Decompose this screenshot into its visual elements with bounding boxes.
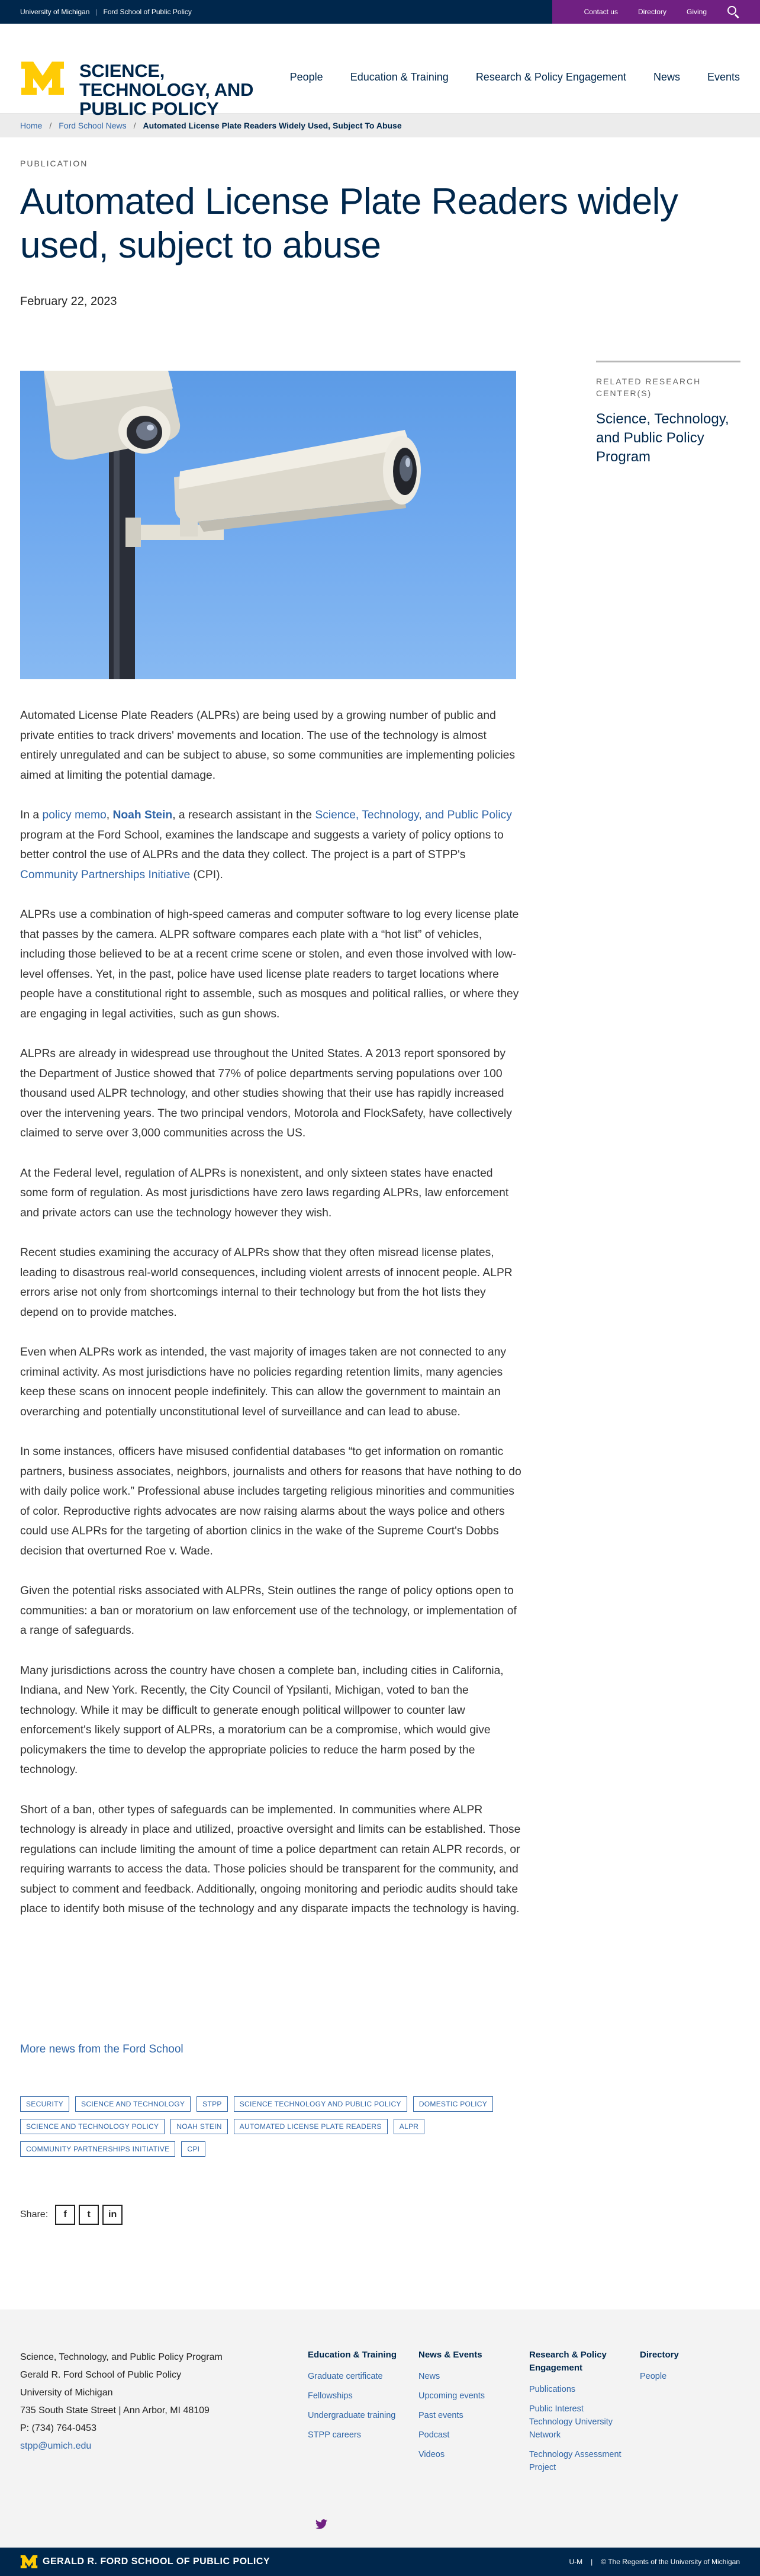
umich-link[interactable]: University of Michigan bbox=[20, 8, 90, 16]
footer-email-link[interactable]: stpp@umich.edu bbox=[20, 2441, 92, 2451]
breadcrumb-ford-school-news[interactable]: Ford School News bbox=[59, 121, 127, 130]
tag-alpr[interactable]: ALPR bbox=[394, 2119, 425, 2134]
twitter-bird-icon[interactable] bbox=[315, 2518, 328, 2531]
sidebar-label: RELATED RESEARCH CENTER(S) bbox=[596, 377, 701, 398]
article-kicker: PUBLICATION bbox=[20, 159, 88, 168]
utility-bar bbox=[0, 0, 760, 24]
footer-column-research bbox=[529, 2349, 624, 2481]
utility-right-links bbox=[552, 0, 760, 24]
related-program-link[interactable]: Science, Technology, and Public Policy Program bbox=[596, 411, 729, 465]
utility-left-links bbox=[20, 0, 192, 24]
breadcrumb-current: Automated License Plate Readers Widely Used, Subject To Abuse bbox=[143, 121, 402, 130]
nav-people[interactable]: People bbox=[289, 71, 323, 83]
page-title: Automated License Plate Readers widely used, subject to abuse bbox=[20, 181, 678, 266]
paragraph-policy-memo bbox=[20, 805, 523, 885]
tag-domestic-policy[interactable]: DOMESTIC POLICY bbox=[413, 2096, 493, 2112]
paragraph-federal-regulation: At the Federal level, regulation of ALPRs is nonexistent, and only sixteen states have enacted some form of regulation. As most jurisdictions have zero laws regarding ALPRs, law enforcement and private actors can use the technology however they wish. bbox=[20, 1167, 509, 1219]
paragraph-text: (CPI). bbox=[190, 868, 223, 881]
stpp-program-link[interactable]: Science, Technology, and Public Policy bbox=[315, 809, 512, 821]
facebook-icon[interactable]: f bbox=[55, 2205, 75, 2225]
tag-cpi[interactable]: CPI bbox=[181, 2141, 205, 2157]
paragraph-text: In a bbox=[20, 809, 43, 821]
policy-memo-link[interactable]: policy memo bbox=[42, 809, 107, 821]
footer-address bbox=[20, 2349, 223, 2455]
paragraph-accuracy: Recent studies examining the accuracy of ALPRs show that they often misread license plates, leading to disastrous real-world consequences, including violent arrests of innocent people. ALPR errors arise not only from shortcomings internal to their technology but from the hot lists they depend on to provide matches. bbox=[20, 1247, 513, 1319]
tag-noah-stein[interactable]: NOAH STEIN bbox=[170, 2119, 227, 2134]
search-icon[interactable] bbox=[727, 5, 740, 18]
paragraph-text: program at the Ford School, examines the landscape and suggests a variety of policy options to better control the use of ALPRs and the data they collect. The project is a part of STPP's bbox=[20, 828, 504, 861]
ford-school-wordmark: GERALD R. FORD SCHOOL OF PUBLIC POLICY bbox=[43, 2556, 270, 2567]
article-header bbox=[0, 137, 760, 351]
footer-column-news-events bbox=[418, 2349, 513, 2468]
paragraph-how-alprs-work: ALPRs use a combination of high-speed cameras and computer software to log every license plate that passes by the camera. ALPR software compares each plate with a “hot list” of vehicles, including those believed to be at a recent crime scene or stolen, and even those involved with low-level offenses. Yet, in the past, police have used license plate readers to target locations where people have a constitutional right to assemble, such as mosques and political rallies, or where they are engaging in legal activities, such as gun shows. bbox=[20, 908, 519, 1020]
tag-science-technology-public-policy[interactable]: SCIENCE TECHNOLOGY AND PUBLIC POLICY bbox=[234, 2096, 407, 2112]
footer-column-title: Education & Training bbox=[308, 2350, 397, 2360]
footer-address-line: 735 South State Street | Ann Arbor, MI 48109 bbox=[20, 2405, 210, 2416]
noah-stein-link[interactable]: Noah Stein bbox=[112, 809, 173, 821]
nav-education-training[interactable]: Education & Training bbox=[350, 71, 449, 83]
ford-school-link[interactable]: Ford School of Public Policy bbox=[103, 8, 192, 16]
footer-link[interactable]: Upcoming events bbox=[418, 2391, 485, 2401]
breadcrumb-separator: / bbox=[49, 121, 52, 130]
breadcrumb-separator: / bbox=[133, 121, 136, 130]
footer-link[interactable]: Technology Assessment Project bbox=[529, 2450, 621, 2472]
footer-column-education bbox=[308, 2349, 408, 2448]
paragraph-bans: Many jurisdictions across the country have chosen a complete ban, including cities in California, Indiana, and New York. Recently, the City Council of Ypsilanti, Michigan, voted to ban the technology. While it may be difficult to generate enough political willpower to counter law enforcement's likely support of ALPRs, a moratorium can be a compromise, which would give policymakers the time to develop the appropriate policies to reduce the harm posed by the technology. bbox=[20, 1664, 504, 1776]
footer-link[interactable]: STPP careers bbox=[308, 2430, 361, 2440]
footer-bottom-bar bbox=[0, 2548, 760, 2576]
paragraph-widespread-use: ALPRs are already in widespread use throughout the United States. A 2013 report sponsored by the Department of Justice showed that 77% of police departments serving populations over 100 thousand used ALPR technology, and other studies showing that their use has rapidly increased over the intervening years. The two principal vendors, Motorola and FlockSafety, have collectively claimed to serve over 3,000 communities across the US. bbox=[20, 1048, 512, 1139]
footer-link[interactable]: People bbox=[640, 2372, 667, 2381]
footer-address-line: Gerald R. Ford School of Public Policy bbox=[20, 2370, 182, 2380]
nav-news[interactable]: News bbox=[653, 71, 680, 83]
site-header bbox=[0, 24, 760, 119]
site-title[interactable]: SCIENCE, TECHNOLOGY, AND PUBLIC POLICY bbox=[79, 60, 254, 119]
footer-column-title: Research & Policy Engagement bbox=[529, 2350, 607, 2373]
linkedin-icon[interactable]: in bbox=[102, 2205, 123, 2225]
tag-automated-license-plate-readers[interactable]: AUTOMATED LICENSE PLATE READERS bbox=[234, 2119, 388, 2134]
paragraph-safeguards: Short of a ban, other types of safeguards can be implemented. In communities where ALPR technology is already in place and utilized, proactive oversight and limits can be established. Those regulations can include limiting the amount of time a police department can retain ALPR records, or requiring warrants to access the data. Those policies should be transparent for the community, and subject to comment and feedback. Additionally, ongoing monitoring and periodic audits should take place to identify both misuse of the technology and any disparate impacts the technology is having. bbox=[20, 1803, 521, 1915]
paragraph-intro: Automated License Plate Readers (ALPRs) are being used by a growing number of public and private entities to track drivers' movements and location. The use of the technology is almost entirely unregulated and can be subject to abuse, so some communities are implementing policies aimed at limiting the potential damage. bbox=[20, 709, 515, 782]
paragraph-misuse: In some instances, officers have misused confidential databases “to get information on romantic partners, business associates, neighbors, journalists and others for reasons that have nothing to do with daily police work.” Professional abuse includes targeting religious minorities and communities of color. Reproductive rights advocates are now raising alarms about the ways police and others could use ALPRs for the targeting of abortion clinics in the wake of the Supreme Court's Dobbs decision that overturned Roe v. Wade. bbox=[20, 1446, 521, 1557]
article-body bbox=[20, 706, 523, 1939]
cpi-link[interactable]: Community Partnerships Initiative bbox=[20, 868, 191, 881]
footer-link[interactable]: Videos bbox=[418, 2450, 445, 2459]
security-cameras-illustration bbox=[20, 371, 516, 679]
paragraph-text: , bbox=[106, 809, 113, 821]
tag-community-partnerships-initiative[interactable]: COMMUNITY PARTNERSHIPS INITIATIVE bbox=[20, 2141, 175, 2157]
nav-events[interactable]: Events bbox=[707, 71, 740, 83]
footer-column-title: Directory bbox=[640, 2350, 679, 2360]
footer-separator: | bbox=[591, 2558, 593, 2566]
share-label: Share: bbox=[20, 2209, 49, 2220]
site-footer bbox=[0, 2310, 760, 2548]
footer-phone: P: (734) 764-0453 bbox=[20, 2423, 96, 2433]
block-m-small-logo bbox=[20, 2555, 38, 2569]
copyright-text: © The Regents of the University of Michigan bbox=[601, 2558, 740, 2566]
umich-footer-link[interactable]: U-M bbox=[569, 2558, 583, 2566]
paragraph-text: , a research assistant in the bbox=[172, 809, 315, 821]
footer-link[interactable]: Graduate certificate bbox=[308, 2372, 383, 2381]
footer-bottom-right bbox=[569, 2548, 740, 2576]
tag-science-and-technology[interactable]: SCIENCE AND TECHNOLOGY bbox=[75, 2096, 191, 2112]
directory-link[interactable]: Directory bbox=[637, 8, 666, 16]
article-date: February 22, 2023 bbox=[20, 295, 117, 308]
footer-link[interactable]: Podcast bbox=[418, 2430, 450, 2440]
giving-link[interactable]: Giving bbox=[686, 8, 707, 16]
share-bar bbox=[20, 2205, 123, 2225]
contact-us-link[interactable]: Contact us bbox=[584, 8, 618, 16]
utility-separator: | bbox=[95, 8, 98, 16]
ford-school-logo[interactable] bbox=[20, 2555, 270, 2569]
footer-address-line: Science, Technology, and Public Policy Program bbox=[20, 2352, 223, 2362]
tag-security[interactable]: SECURITY bbox=[20, 2096, 69, 2112]
footer-link[interactable]: News bbox=[418, 2372, 440, 2381]
breadcrumb-home[interactable]: Home bbox=[20, 121, 43, 130]
footer-address-line: University of Michigan bbox=[20, 2388, 113, 2398]
block-m-logo[interactable] bbox=[20, 60, 65, 96]
footer-column-directory bbox=[640, 2349, 729, 2389]
tag-stpp[interactable]: STPP bbox=[197, 2096, 228, 2112]
paragraph-policy-options: Given the potential risks associated with ALPRs, Stein outlines the range of policy options open to communities: a ban or moratorium on law enforcement use of the technology, or implementation of a range of safeguards. bbox=[20, 1585, 517, 1637]
tag-science-technology-policy[interactable]: SCIENCE AND TECHNOLOGY POLICY bbox=[20, 2119, 165, 2134]
related-research-sidebar bbox=[596, 361, 740, 467]
sidebar-divider bbox=[596, 361, 740, 362]
main-nav bbox=[290, 71, 740, 83]
footer-column-title: News & Events bbox=[418, 2350, 482, 2360]
twitter-icon[interactable]: t bbox=[79, 2205, 99, 2225]
footer-link[interactable]: Undergraduate training bbox=[308, 2411, 396, 2420]
footer-link[interactable]: Past events bbox=[418, 2411, 463, 2420]
hero-image-security-cameras bbox=[20, 371, 516, 679]
footer-link[interactable]: Fellowships bbox=[308, 2391, 353, 2401]
more-news-link[interactable]: More news from the Ford School bbox=[20, 2043, 183, 2055]
footer-link[interactable]: Publications bbox=[529, 2385, 576, 2394]
nav-research-policy[interactable]: Research & Policy Engagement bbox=[475, 71, 626, 83]
footer-link[interactable]: Public Interest Technology University Network bbox=[529, 2404, 613, 2440]
paragraph-retention: Even when ALPRs work as intended, the vast majority of images taken are not connected to any criminal activity. As most jurisdictions have no policies regarding retention limits, many agencies keep these scans on innocent people indefinitely. This can allow the government to maintain an overarching and potentially unconstitutional level of surveillance and can lead to abuse. bbox=[20, 1346, 506, 1418]
tag-list bbox=[20, 2096, 529, 2157]
